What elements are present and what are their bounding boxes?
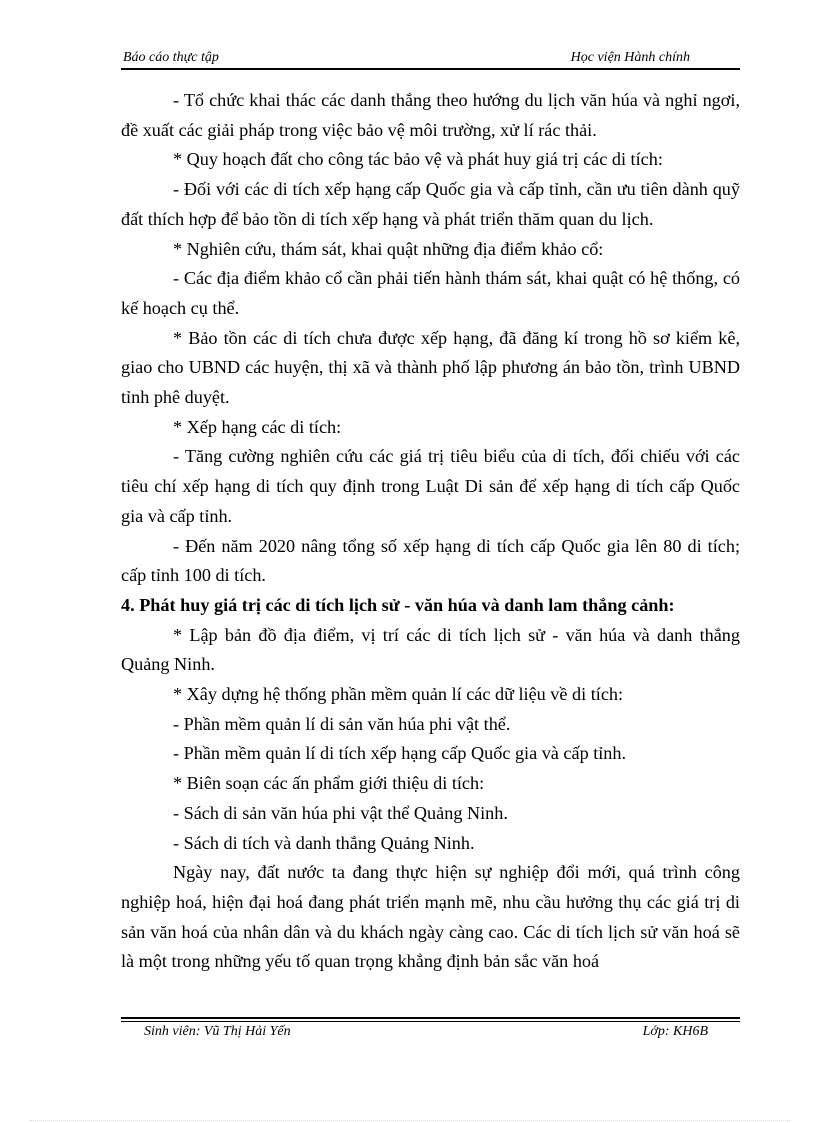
paragraph: * Xây dựng hệ thống phần mềm quản lí các dữ liệu về di tích: — [173, 684, 624, 705]
paragraph: - Đối với các di tích xếp hạng cấp Quốc gia và cấp tỉnh, cần ưu tiên dành quỹ đất thích hợp để bảo tồn di tích xếp hạng và phát triển thăm quan du lịch. — [121, 179, 740, 229]
paragraph: - Phần mềm quản lí di sản văn húa phi vật thể. — [173, 713, 511, 734]
paragraph: - Tổ chức khai thác các danh thắng theo hướng du lịch văn húa và nghỉ ngơi, đề xuất các giải pháp trong việc bảo vệ môi trường, xử lí rác thải. — [121, 90, 740, 140]
paragraph: - Đến năm 2020 nâng tổng số xếp hạng di tích cấp Quốc gia lên 80 di tích; cấp tỉnh 100 di tích. — [121, 535, 740, 586]
paragraph: Ngày nay, đất nước ta đang thực hiện sự nghiệp đổi mới, quá trình công nghiệp hoá, hiện đại hoá đang phát triển mạnh mẽ, nhu cầu hưởng thụ các giá trị di sản văn hoá của nhân dân và du khách ngày càng cao. Các di tích lịch sử văn hoá sẽ là một trong những yếu tố quan trọng khẳng định bản sắc văn hoá — [121, 862, 740, 972]
paragraph: * Xếp hạng các di tích: — [173, 416, 342, 437]
paragraph: * Bảo tồn các di tích chưa được xếp hạng, đã đăng kí trong hồ sơ kiểm kê, giao cho UBND các huyện, thị xã và thành phố lập phương án bảo tồn, trình UBND tỉnh phê duyệt. — [121, 327, 740, 408]
header-report-title: Báo cáo thực tập — [123, 50, 219, 65]
page-edge-divider — [30, 1120, 790, 1121]
footer-divider-thick — [121, 1017, 740, 1019]
paragraph: - Phần mềm quản lí di tích xếp hạng cấp Quốc gia và cấp tỉnh. — [173, 743, 627, 764]
paragraph: - Các địa điểm khảo cổ cần phải tiến hành thám sát, khai quật có hệ thống, có kế hoạch cụ thể. — [121, 268, 740, 318]
page-header — [121, 50, 740, 70]
paragraph: - Sách di sản văn húa phi vật thể Quảng Ninh. — [173, 802, 508, 823]
footer-divider-thin — [121, 1021, 740, 1022]
header-divider — [121, 68, 740, 70]
paragraph: * Quy hoạch đất cho công tác bảo vệ và phát huy giá trị các di tích: — [173, 149, 663, 170]
footer-student-name: Sinh viên: Vũ Thị Hải Yến — [144, 1024, 291, 1039]
header-institution: Học viện Hành chính — [570, 50, 690, 65]
section-heading: 4. Phát huy giá trị các di tích lịch sử - văn húa và danh lam thắng cảnh: — [121, 594, 675, 615]
paragraph: * Nghiên cứu, thám sát, khai quật những địa điểm khảo cổ: — [173, 238, 604, 259]
paragraph: * Lập bản đồ địa điểm, vị trí các di tích lịch sử - văn húa và danh thắng Quảng Ninh. — [121, 624, 740, 675]
paragraph: - Tăng cường nghiên cứu các giá trị tiêu biểu của di tích, đối chiếu với các tiêu chí xếp hạng di tích quy định trong Luật Di sản để xếp hạng di tích cấp Quốc gia và cấp tỉnh. — [121, 446, 740, 526]
page-body — [121, 86, 740, 977]
footer-class: Lớp: KH6B — [642, 1024, 708, 1039]
paragraph: - Sách di tích và danh thắng Quảng Ninh. — [173, 832, 475, 853]
paragraph: * Biên soạn các ấn phẩm giới thiệu di tích: — [173, 773, 485, 794]
